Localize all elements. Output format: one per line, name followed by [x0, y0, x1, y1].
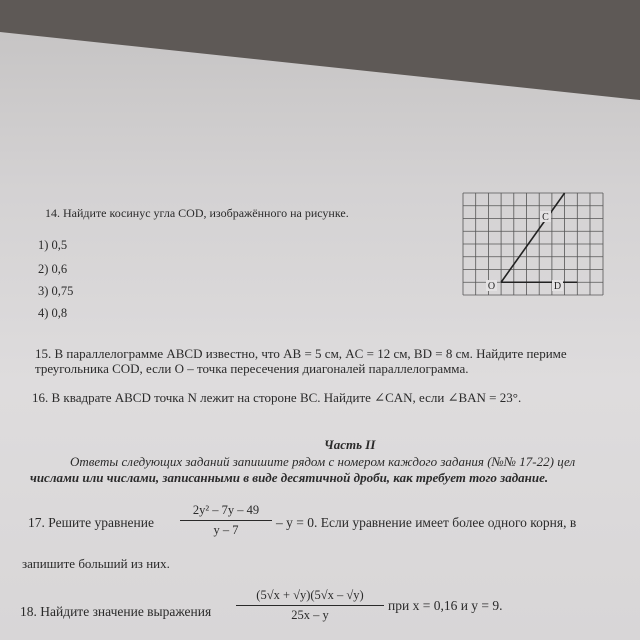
q18-lead: 18. Найдите значение выражения — [20, 604, 212, 619]
label-d: D — [553, 281, 562, 292]
label-c: C — [542, 212, 549, 223]
q17-lead: 17. Решите уравнение — [28, 515, 154, 530]
part2-line2: числами или числами, записанными в виде десятичной дроби, как требует того задание. — [30, 470, 549, 485]
part2-line1: Ответы следующих заданий запишите рядом с номером каждого задания (№№ 17-22) цел — [70, 454, 576, 469]
q14-option-2: 2) 0,6 — [38, 262, 68, 276]
q14-option-3: 3) 0,75 — [38, 284, 74, 298]
q14-grid-figure — [462, 192, 604, 296]
q17-fraction — [180, 503, 272, 538]
q14-option-4: 4) 0,8 — [38, 306, 68, 320]
q17-tail: – y = 0. Если уравнение имеет более одного корня, в — [276, 515, 577, 530]
q17-line2: запишите больший из них. — [22, 556, 170, 571]
q18-fraction — [236, 588, 384, 623]
q18-tail: при x = 0,16 и y = 9. — [388, 598, 503, 613]
label-o: O — [487, 281, 496, 292]
q15-line1: 15. В параллелограмме ABCD известно, что AB = 5 см, AC = 12 см, BD = 8 см. Найдите периме — [35, 346, 567, 361]
part2-title: Часть II — [324, 437, 376, 452]
grid-lines — [463, 193, 603, 295]
q18-numerator: (5√x + √y)(5√x – √y) — [256, 588, 364, 602]
q14-text: 14. Найдите косинус угла COD, изображённого на рисунке. — [45, 206, 349, 220]
q17-numerator: 2y² – 7y – 49 — [192, 503, 260, 517]
ray-oc — [501, 193, 564, 282]
q18-denominator: 25x – y — [291, 608, 329, 622]
q16-text: 16. В квадрате ABCD точка N лежит на стороне BC. Найдите ∠CAN, если ∠BAN = 23°. — [32, 390, 522, 405]
q15-line2: треугольника COD, если O – точка пересечения диагоналей параллелограмма. — [35, 361, 469, 376]
q17-denominator: y – 7 — [213, 523, 239, 537]
q14-option-1: 1) 0,5 — [38, 238, 68, 252]
